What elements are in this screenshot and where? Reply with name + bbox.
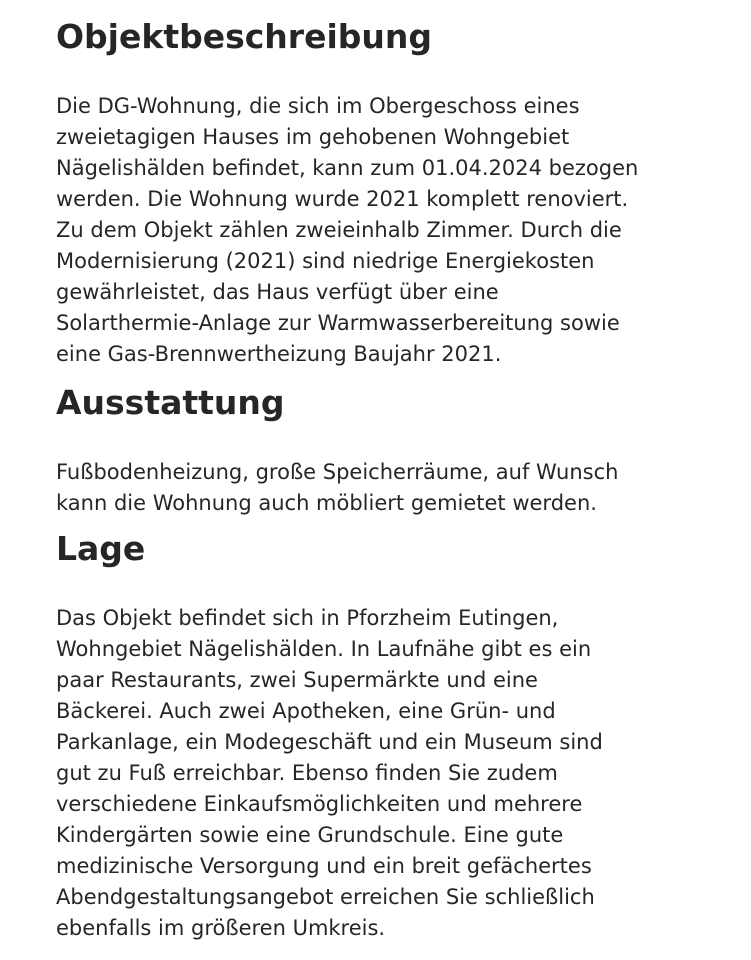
text-line: Solarthermie-Anlage zur Warmwasserbereitung sowie (56, 311, 620, 335)
heading-objektbeschreibung: Objektbeschreibung (56, 17, 432, 56)
text-line: kann die Wohnung auch möbliert gemietet werden. (56, 491, 597, 515)
text-line: paar Restaurants, zwei Supermärkte und eine (56, 668, 538, 692)
text-line: Modernisierung (2021) sind niedrige Energiekosten (56, 249, 595, 273)
text-line: Wohngebiet Nägelishälden. In Laufnähe gibt es ein (56, 637, 592, 661)
text-line: gewährleistet, das Haus verfügt über eine (56, 280, 499, 304)
text-line: eine Gas-Brennwertheizung Baujahr 2021. (56, 342, 502, 366)
paragraph-lage (56, 603, 603, 944)
text-line: Kindergärten sowie eine Grundschule. Eine gute (56, 823, 564, 847)
text-line: gut zu Fuß erreichbar. Ebenso finden Sie zudem (56, 761, 558, 785)
text-line: medizinische Versorgung und ein breit gefächertes (56, 854, 592, 878)
text-line: Abendgestaltungsangebot erreichen Sie schließlich (56, 885, 595, 909)
text-line: Das Objekt befindet sich in Pforzheim Eutingen, (56, 606, 559, 630)
text-line: Zu dem Objekt zählen zweieinhalb Zimmer. Durch die (56, 218, 622, 242)
text-line: ebenfalls im größeren Umkreis. (56, 916, 386, 940)
text-line: Bäckerei. Auch zwei Apotheken, eine Grün- und (56, 699, 556, 723)
text-line: zweietagigen Hauses im gehobenen Wohngebiet (56, 125, 570, 149)
text-line: verschiedene Einkaufsmöglichkeiten und mehrere (56, 792, 583, 816)
heading-lage: Lage (56, 529, 146, 568)
heading-ausstattung: Ausstattung (56, 383, 285, 422)
text-line: Fußbodenheizung, große Speicherräume, auf Wunsch (56, 460, 619, 484)
text-line: Die DG-Wohnung, die sich im Obergeschoss eines (56, 94, 580, 118)
text-line: Parkanlage, ein Modegeschäft und ein Museum sind (56, 730, 603, 754)
paragraph-objektbeschreibung (56, 91, 638, 370)
text-line: Nägelishälden befindet, kann zum 01.04.2024 bezogen (56, 156, 639, 180)
text-line: werden. Die Wohnung wurde 2021 komplett renoviert. (56, 187, 629, 211)
paragraph-ausstattung (56, 457, 618, 519)
